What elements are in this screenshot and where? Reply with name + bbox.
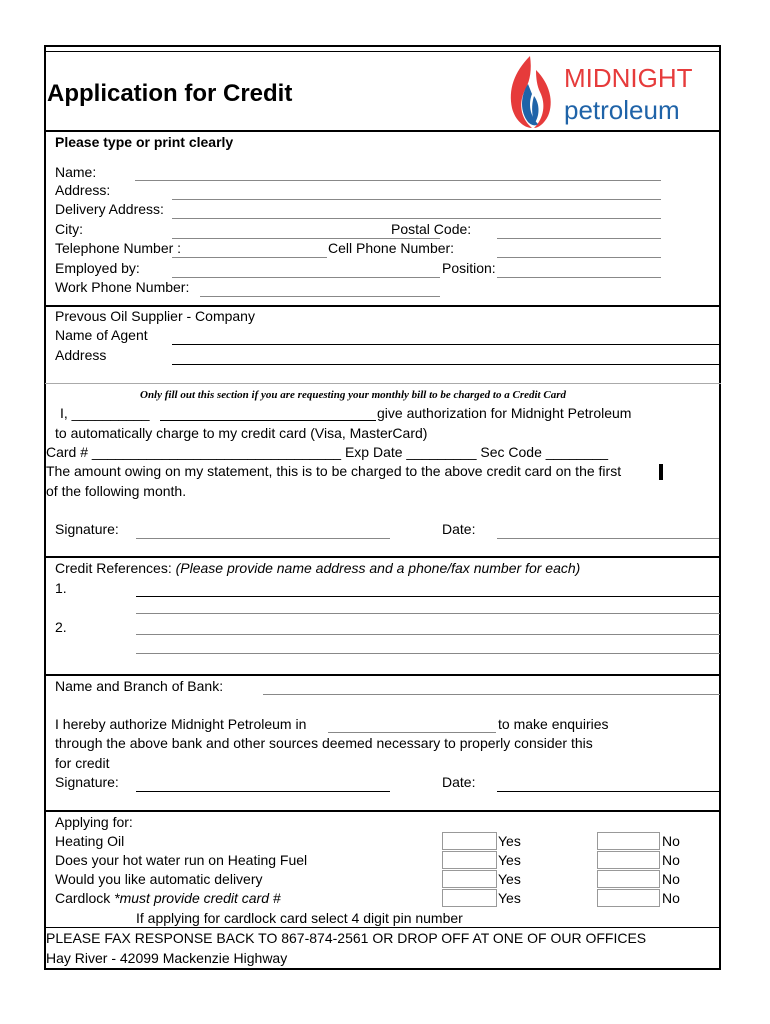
- credit-card-notice: Only fill out this section if you are requesting your monthly bill to be charged to a Credit Card: [140, 389, 566, 401]
- logo-word-petroleum: petroleum: [564, 95, 680, 125]
- page-title: Application for Credit: [47, 80, 293, 107]
- cell-phone-label: Cell Phone Number:: [328, 240, 455, 256]
- employed-by-field[interactable]: [172, 277, 440, 278]
- bank-authorize-suffix: to make enquiries: [498, 716, 609, 732]
- company-logo: [506, 54, 711, 130]
- bank-signature-label: Signature:: [55, 774, 119, 790]
- card-date-label: Date:: [442, 521, 476, 537]
- card-signature-label: Signature:: [55, 521, 119, 537]
- section-divider-footer: [45, 927, 721, 928]
- bank-authorize-prefix: I hereby authorize Midnight Petroleum in: [55, 716, 307, 732]
- bank-signature-field[interactable]: [136, 791, 390, 792]
- heating-oil-no-label: No: [662, 833, 680, 849]
- telephone-field[interactable]: [172, 257, 327, 258]
- cell-phone-field[interactable]: [497, 257, 661, 258]
- hot-water-yes-label: Yes: [498, 852, 521, 868]
- statement-line2: of the following month.: [46, 483, 187, 499]
- reference-1-line2[interactable]: [136, 613, 720, 614]
- telephone-label: Telephone Number :: [55, 240, 182, 256]
- cardlock-no-label: No: [662, 890, 680, 906]
- city-field[interactable]: [172, 238, 440, 239]
- applying-item-cardlock: [55, 890, 281, 906]
- reference-2-line1[interactable]: [136, 634, 720, 635]
- cardlock-label: Cardlock: [55, 890, 115, 906]
- applying-item-auto-delivery: Would you like automatic delivery: [55, 871, 263, 887]
- text-cursor: [659, 464, 663, 480]
- bank-name-label: Name and Branch of Bank:: [55, 678, 224, 694]
- heating-oil-no-checkbox[interactable]: [597, 832, 660, 850]
- position-field[interactable]: [497, 277, 661, 278]
- auto-delivery-yes-label: Yes: [498, 871, 521, 887]
- agent-label: Name of Agent: [55, 327, 148, 343]
- fax-instructions: PLEASE FAX RESPONSE BACK TO 867-874-2561 OR DROP OFF AT ONE OF OUR OFFICES: [46, 930, 647, 946]
- cardlock-yes-label: Yes: [498, 890, 521, 906]
- cardlock-note: *must provide credit card #: [114, 890, 281, 906]
- right-border: [719, 45, 721, 970]
- card-number-line: Card # ________________________________ Exp Date _________ Sec Code ________: [46, 444, 609, 460]
- previous-supplier-label: Prevous Oil Supplier - Company: [55, 308, 255, 324]
- position-label: Position:: [442, 260, 496, 276]
- hot-water-no-checkbox[interactable]: [597, 851, 660, 869]
- authorization-suffix: give authorization for Midnight Petroleum: [377, 405, 632, 421]
- cardlock-no-checkbox[interactable]: [597, 889, 660, 907]
- supplier-address-field[interactable]: [172, 364, 720, 365]
- section-divider-applying: [45, 810, 721, 812]
- pin-note: If applying for cardlock card select 4 digit pin number: [136, 910, 463, 926]
- name-label: Name:: [55, 164, 97, 180]
- reference-1-number: 1.: [55, 580, 67, 596]
- section-divider-bank: [45, 674, 721, 676]
- bank-date-label: Date:: [442, 774, 476, 790]
- postal-code-label: Postal Code:: [391, 221, 472, 237]
- postal-code-field[interactable]: [497, 238, 661, 239]
- section-divider-card: [45, 383, 721, 384]
- bank-authorize-location-field[interactable]: [328, 732, 496, 733]
- supplier-address-label: Address: [55, 347, 107, 363]
- work-phone-field[interactable]: [200, 296, 440, 297]
- top-border-inner: [45, 51, 721, 52]
- auto-delivery-no-label: No: [662, 871, 680, 887]
- city-label: City:: [55, 221, 83, 237]
- cardlock-yes-checkbox[interactable]: [442, 889, 497, 907]
- bank-authorize-line2: through the above bank and other sources deemed necessary to properly consider this: [55, 735, 593, 751]
- header-divider: [45, 130, 721, 132]
- section-divider-supplier: [45, 305, 721, 307]
- delivery-address-label: Delivery Address:: [55, 201, 164, 217]
- references-title: [55, 560, 580, 576]
- authorization-line2: to automatically charge to my credit card (Visa, MasterCard): [55, 425, 428, 441]
- authorization-name-field[interactable]: [160, 420, 376, 421]
- agent-field[interactable]: [172, 344, 720, 345]
- auto-delivery-no-checkbox[interactable]: [597, 870, 660, 888]
- employed-by-label: Employed by:: [55, 260, 140, 276]
- hot-water-yes-checkbox[interactable]: [442, 851, 497, 869]
- reference-2-number: 2.: [55, 619, 67, 635]
- work-phone-label: Work Phone Number:: [55, 279, 190, 295]
- authorization-prefix: I, __________: [60, 405, 150, 421]
- card-signature-field[interactable]: [136, 538, 390, 539]
- instruction-text: Please type or print clearly: [55, 134, 234, 150]
- heating-oil-yes-label: Yes: [498, 833, 521, 849]
- bank-date-field[interactable]: [497, 791, 720, 792]
- reference-2-line2[interactable]: [136, 653, 720, 654]
- bank-name-field[interactable]: [263, 694, 720, 695]
- auto-delivery-yes-checkbox[interactable]: [442, 870, 497, 888]
- reference-1-line1[interactable]: [136, 596, 720, 597]
- bank-authorize-line3: for credit: [55, 755, 110, 771]
- statement-line1: The amount owing on my statement, this is to be charged to the above credit card on the first: [46, 463, 622, 479]
- name-field[interactable]: [135, 180, 661, 181]
- delivery-address-field[interactable]: [172, 218, 661, 219]
- bottom-border: [45, 968, 721, 970]
- top-border: [45, 45, 721, 47]
- hot-water-no-label: No: [662, 852, 680, 868]
- references-instruction: (Please provide name address and a phone/fax number for each): [175, 560, 581, 576]
- left-border: [44, 45, 46, 970]
- section-divider-references: [45, 556, 721, 558]
- logo-word-midnight: MIDNIGHT: [564, 63, 693, 93]
- card-date-field[interactable]: [497, 538, 719, 539]
- applying-item-hot-water: Does your hot water run on Heating Fuel: [55, 852, 308, 868]
- applying-item-heating-oil: Heating Oil: [55, 833, 125, 849]
- references-title-text: Credit References:: [55, 560, 176, 576]
- heating-oil-yes-checkbox[interactable]: [442, 832, 497, 850]
- office-address: Hay River - 42099 Mackenzie Highway: [46, 950, 288, 966]
- address-field[interactable]: [172, 199, 661, 200]
- address-label: Address:: [55, 182, 111, 198]
- flame-icon: [506, 54, 556, 130]
- applying-title: Applying for:: [55, 814, 133, 830]
